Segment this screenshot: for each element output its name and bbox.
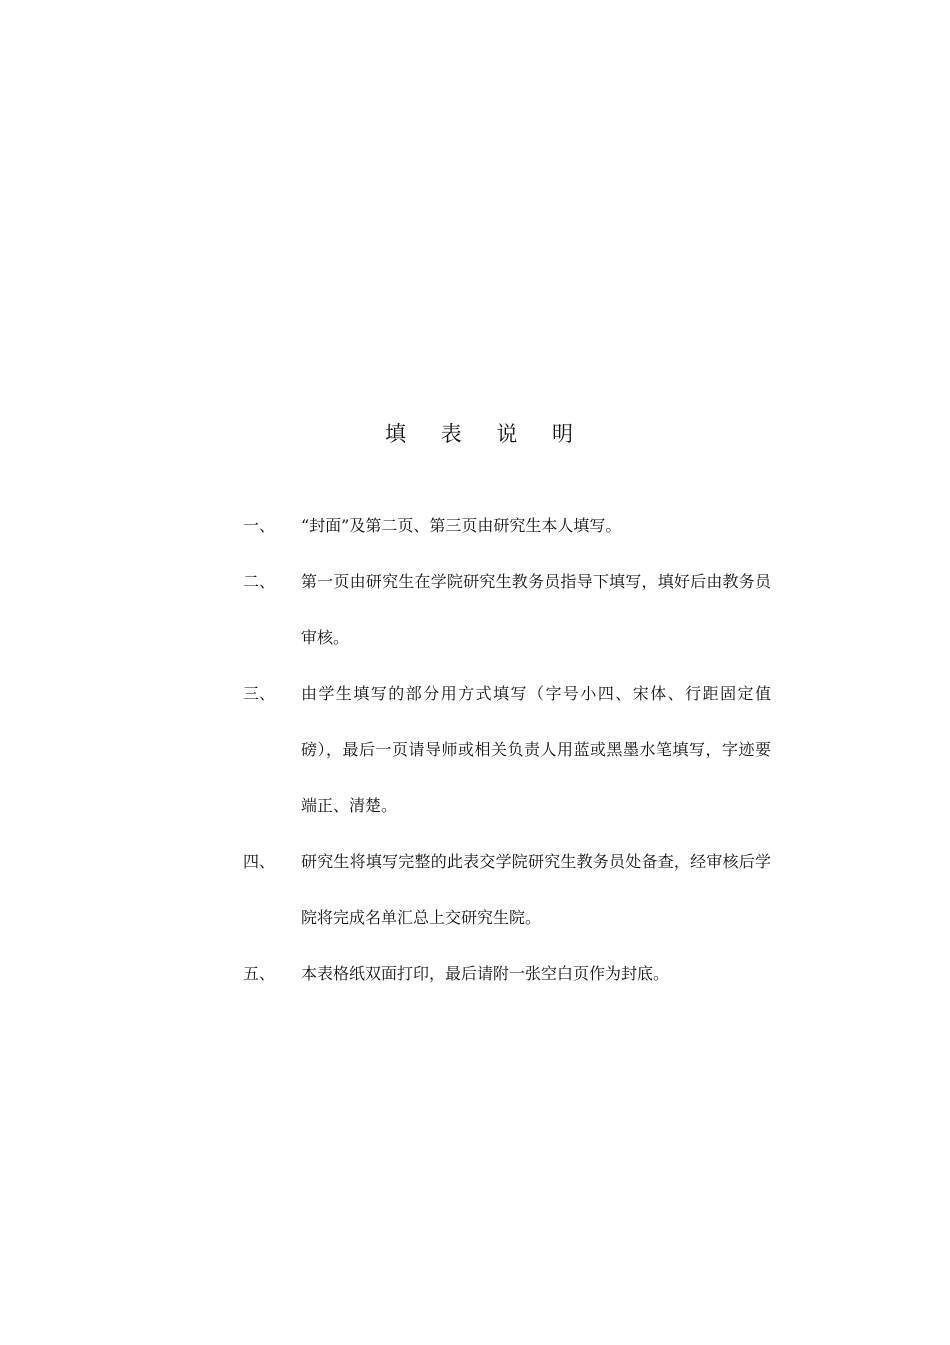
instruction-number: 四、: [243, 852, 276, 871]
instruction-text: 第一页由研究生在学院研究生教务员指导下填写，填好后由教务员审核。: [301, 572, 771, 647]
page-title: 填 表 说 明: [384, 422, 588, 446]
instruction-text: 由学生填写的部分用方式填写（字号小四、宋体、行距固定值磅），最后一页请导师或相关负责人用蓝或黑墨水笔填写，字迹要端正、清楚。: [301, 684, 771, 815]
instruction-item: [243, 946, 783, 1002]
instruction-item: [243, 666, 783, 834]
instruction-item: [243, 554, 783, 666]
instruction-number: 五、: [243, 964, 276, 983]
instruction-text: 本表格纸双面打印，最后请附一张空白页作为封底。: [301, 964, 670, 983]
instructions-list: [243, 498, 783, 1002]
instruction-text: 研究生将填写完整的此表交学院研究生教务员处备查，经审核后学院将完成名单汇总上交研究生院。: [301, 852, 771, 927]
instruction-number: 三、: [243, 684, 276, 703]
instruction-text: “封面”及第二页、第三页由研究生本人填写。: [301, 516, 622, 535]
instruction-number: 二、: [243, 572, 276, 591]
instruction-number: 一、: [243, 516, 276, 535]
instruction-item: [243, 498, 783, 554]
instruction-item: [243, 834, 783, 946]
